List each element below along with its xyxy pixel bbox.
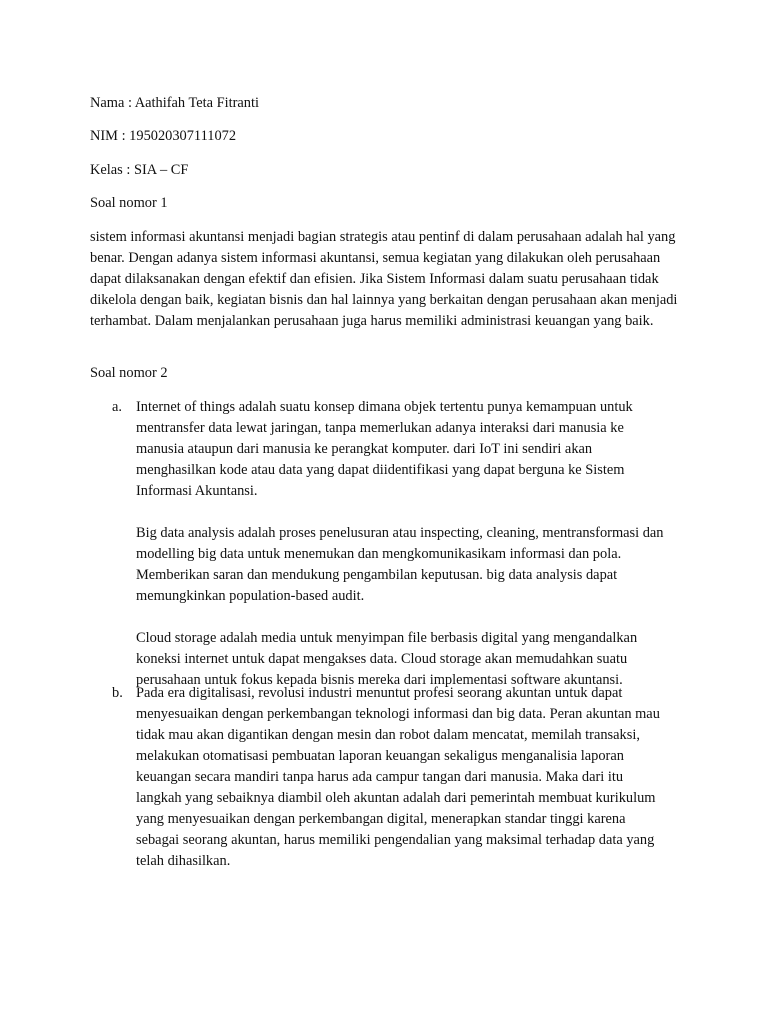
question-1-heading: Soal nomor 1 bbox=[90, 195, 168, 211]
answer-a-cloud-storage-paragraph: Cloud storage adalah media untuk menyimpan file berbasis digital yang mengandalkan koneksi internet untuk dapat mengakses data. Cloud storage akan memudahkan suatu perusahaan untuk fokus kepada bisnis mereka dari implementasi software akuntansi. bbox=[136, 630, 638, 688]
answer-b-paragraph: Pada era digitalisasi, revolusi industri menuntut profesi seorang akuntan untuk dapat menyesuaikan dengan perkembangan teknologi informasi dan big data. Peran akuntan mau tidak mau akan digantikan dengan mesin dan robot dalam mencatat, memilah transaksi, melakukan otomatisasi pembuatan laporan keuangan sekaligus menganalisia laporan keuangan secara mandiri tanpa harus ada campur tangan dari manusia. Maka dari itu langkah yang sebaiknya diambil oleh akuntan adalah dari pemerintah membuat kurikulum yang menyesuaikan dengan perkembangan digital, menerapkan standar tinggi karena sebagai seorang akuntan, harus memiliki pengendalian yang maksimal terhadap data yang telah dihasilkan. bbox=[136, 685, 660, 869]
answer-b-text bbox=[136, 683, 670, 872]
student-class: Kelas : SIA – CF bbox=[90, 162, 189, 178]
list-marker-b: b. bbox=[112, 685, 123, 701]
answer-a-big-data-paragraph: Big data analysis adalah proses penelusuran atau inspecting, cleaning, mentransformasi dan modelling big data untuk menemukan dan mengkomunikasikam informasi dan pola. Memberikan saran dan mendukung pengambilan keputusan. big data analysis dapat memungkinkan population-based audit. bbox=[136, 525, 664, 604]
question-1-answer: sistem informasi akuntansi menjadi bagian strategis atau pentinf di dalam perusahaan adalah hal yang benar. Dengan adanya sistem informasi akuntansi, semua kegiatan yang dilakukan oleh perusahaan dapat dilaksanakan dengan efektif dan efisien. Jika Sistem Informasi dalam suatu perusahaan tidak dikelola dengan baik, kegiatan bisnis dan hal lainnya yang berkaitan dengan perusahaan akan menjadi terhambat. Dalam menjalankan perusahaan juga harus memiliki administrasi keuangan yang baik. bbox=[90, 229, 678, 329]
answer-a-text bbox=[136, 397, 670, 691]
question-2-heading: Soal nomor 2 bbox=[90, 365, 168, 381]
answer-a-iot-paragraph: Internet of things adalah suatu konsep dimana objek tertentu punya kemampuan untuk mentransfer data lewat jaringan, tanpa memerlukan adanya interaksi dari manusia ke manusia ataupun dari manusia ke perangkat komputer. dari IoT ini sendiri akan menghasilkan kode atau data yang dapat diidentifikasi yang dapat berguna ke Sistem Informasi Akuntansi. bbox=[136, 399, 633, 499]
student-name: Nama : Aathifah Teta Fitranti bbox=[90, 95, 259, 111]
list-marker-a: a. bbox=[112, 399, 122, 415]
student-nim: NIM : 195020307111072 bbox=[90, 128, 237, 144]
